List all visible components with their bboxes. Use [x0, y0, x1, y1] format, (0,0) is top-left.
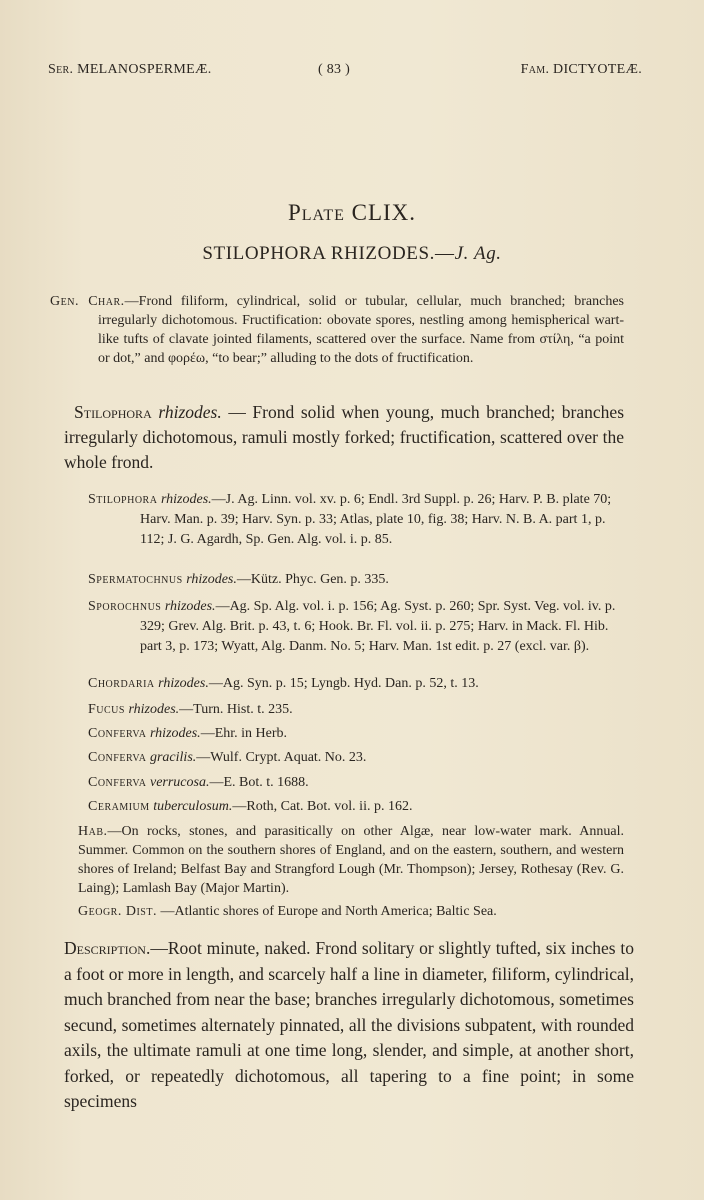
synonym-species: rhizodes. — [158, 676, 209, 691]
habitat-paragraph — [78, 822, 624, 898]
species-title — [0, 243, 704, 265]
synonym-entry — [88, 797, 624, 817]
plate-title: Plate CLIX. — [287, 200, 417, 225]
geogr-text: —Atlantic shores of Europe and North America; Baltic Sea. — [156, 904, 497, 919]
synonym-genus: Sporochnus — [88, 599, 162, 614]
synonym-entry — [88, 570, 624, 590]
synonym-genus: Fucus — [88, 702, 125, 717]
synonym-entry — [88, 700, 624, 720]
synonym-species: rhizodes. — [149, 726, 201, 741]
gen-char-label: Gen. Char. — [50, 294, 125, 309]
synonym-entry — [88, 597, 624, 657]
synonym-genus: Chordaria — [88, 676, 155, 691]
specific-character — [64, 400, 624, 475]
header-series: Ser. MELANOSPERMEÆ. — [48, 62, 212, 77]
synonym-genus: Conferva — [88, 775, 147, 790]
synonym-text: —Roth, Cat. Bot. vol. ii. p. 162. — [232, 799, 413, 814]
header-family: Fam. DICTYOTEÆ. — [520, 62, 642, 77]
synonym-text: —Ag. Sp. Alg. vol. i. p. 156; Ag. Syst. p. 260; Spr. Syst. Veg. vol. iv. p. 329; Grev. Alg. Brit. p. 43, t. 6; Hook. Br. Fl. vol. ii. p. 275; Harv. in Mack. Fl. Hib. part 3, p. 173; Wyatt, Alg. Danm. No. 5; Harv. Man. 1st edit. p. 27 (excl. var. β). — [140, 599, 616, 654]
synonym-text: —Ehr. in Herb. — [200, 726, 288, 741]
species-title-author: J. Ag. — [454, 243, 502, 264]
synonym-text: —J. Ag. Linn. vol. xv. p. 6; Endl. 3rd Suppl. p. 26; Harv. P. B. plate 70; Harv. Man. p. 39; Harv. Syn. p. 33; Atlas, plate 10, fig. 38; Harv. N. B. A. part 1, p. 112; J. G. Agardh, Sp. Gen. Alg. vol. i. p. 85. — [140, 492, 612, 547]
synonym-genus: Ceramium — [88, 799, 150, 814]
synonym-text: —Ag. Syn. p. 15; Lyngb. Hyd. Dan. p. 52, t. 13. — [208, 676, 479, 691]
running-header — [48, 62, 642, 84]
synonym-species: rhizodes. — [164, 599, 216, 614]
synonym-species: rhizodes. — [186, 572, 237, 587]
synonym-genus: Conferva — [88, 726, 147, 741]
description-paragraph — [64, 936, 634, 1115]
synonym-text: —Turn. Hist. t. 235. — [179, 702, 293, 717]
species-char-genus: Stilophora — [74, 402, 152, 422]
synonym-text: —Wulf. Crypt. Aquat. No. 23. — [196, 750, 367, 765]
synonym-entry — [88, 490, 624, 550]
synonym-genus: Spermatochnus — [88, 572, 183, 587]
generic-character — [50, 292, 624, 368]
synonym-species: gracilis. — [149, 750, 197, 765]
geogr-label: Geogr. Dist. — [78, 904, 157, 919]
synonym-entry — [88, 724, 624, 744]
synonym-text: —Kütz. Phyc. Gen. p. 335. — [236, 572, 389, 587]
synonym-genus: Conferva — [88, 750, 147, 765]
gen-char-text: —Frond filiform, cylindrical, solid or tubular, cellular, much branched; branches irregularly dichotomous. Fructification: obovate spores, nestling among hemispherical wart-like tufts of clavate jointed filaments, scattered over the surface. Name from στίλη, “a point or dot,” and φορέω, “to bear;” alluding to the dots of fructification. — [98, 294, 624, 366]
habitat-text: —On rocks, stones, and parasitically on other Algæ, near low-water mark. Annual. Summer. Common on the southern shores of England, and on the eastern, southern, and western shores of Ireland; Belfast Bay and Strangford Lough (Mr. Thompson); Jersey, Rothesay (Rev. G. Laing); Lamlash Bay (Major Martin). — [78, 824, 624, 896]
synonym-species: tuberculosum. — [153, 799, 233, 814]
synonym-entry — [88, 674, 624, 694]
synonym-species: rhizodes. — [160, 492, 212, 507]
habitat-label: Hab. — [78, 824, 108, 839]
geographic-distribution — [78, 902, 624, 921]
synonym-text: —E. Bot. t. 1688. — [209, 775, 309, 790]
description-text: —Root minute, naked. Frond solitary or slightly tufted, six inches to a foot or more in length, and scarcely half a line in diameter, filiform, cylindrical, much branched from near the base; branches irregularly dichotomous, sometimes secund, sometimes alternately pinnated, all the divisions subpatent, with rounded axils, the ultimate ramuli at one time long, slender, and simple, at another short, forked, or repeatedly dichotomous, all tapering to a fine point; in some specimens — [64, 938, 634, 1111]
description-label: Description. — [64, 938, 151, 958]
species-char-text: — Frond solid when young, much branched; branches irregularly dichotomous, ramuli mostly forked; fructification, scattered over the whole frond. — [64, 402, 625, 472]
synonym-entry — [88, 773, 624, 793]
synonym-genus: Stilophora — [88, 492, 158, 507]
synonym-species: verrucosa. — [149, 775, 210, 790]
species-title-name: STILOPHORA RHIZODES.— — [202, 243, 455, 264]
synonym-entry — [88, 748, 624, 768]
synonym-species: rhizodes. — [128, 702, 180, 717]
page-number: ( 83 ) — [318, 62, 351, 77]
species-char-species: rhizodes. — [158, 402, 222, 422]
